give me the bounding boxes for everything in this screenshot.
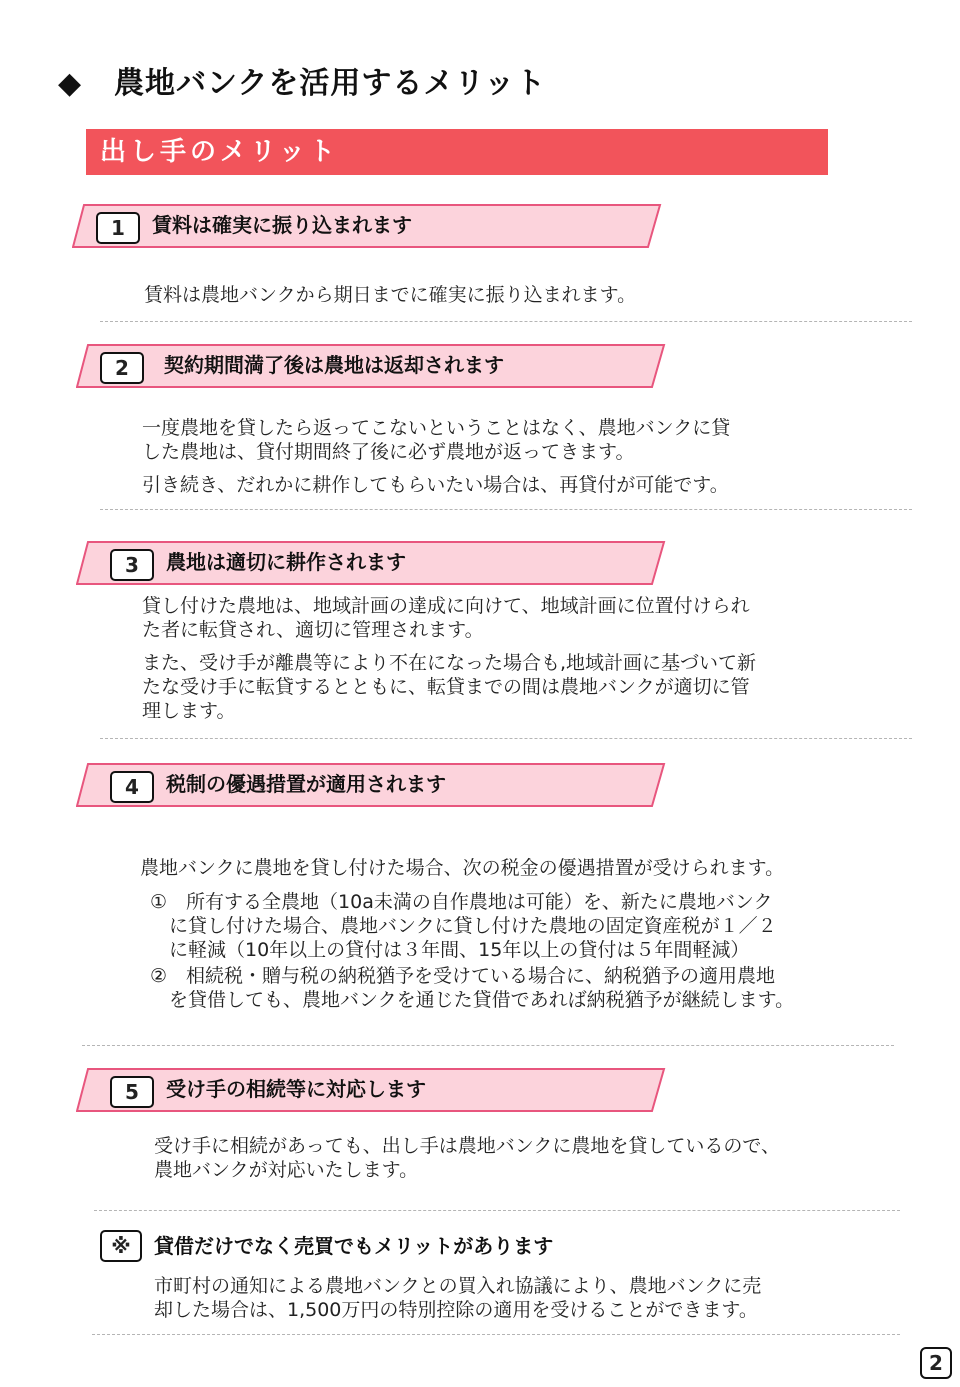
dashed-divider [100,321,912,322]
diamond-bullet-icon: ◆ [58,66,83,101]
text-line: 一度農地を貸したら返ってこないということはなく、農地バンクに貸 [142,417,731,439]
item-title: 賃料は確実に振り込まれます [152,213,412,237]
text-line: 理します。 [142,700,236,722]
text-line: 受け手に相続があっても、出し手は農地バンクに農地を貸しているので、 [154,1135,781,1157]
text-line: た者に転貸され、適切に管理されます。 [142,619,484,641]
text-line: また、受け手が離農等により不在になった場合も,地域計画に基づいて新 [142,652,757,674]
text-line: 引き続き、だれかに耕作してもらいたい場合は、再貸付が可能です。 [142,474,729,496]
text-line: 却した場合は、1,500万円の特別控除の適用を受けることができます。 [154,1299,758,1321]
item-4-paragraph-1 [140,856,784,880]
text-line: を貸借しても、農地バンクを通じた貸借であれば納税猶予が継続します。 [150,989,795,1011]
text-line: 賃料は農地バンクから期日までに確実に振り込まれます。 [144,284,637,306]
item-title: 受け手の相続等に対応します [166,1077,426,1101]
note-mark-box: ※ [100,1230,142,1262]
item-number-badge: 3 [110,549,154,581]
section-banner: 出し手のメリット [86,129,828,175]
text-line: 農地バンクに農地を貸し付けた場合、次の税金の優遇措置が受けられます。 [140,857,785,879]
dashed-divider [100,738,912,739]
item-3-paragraph-2 [142,651,756,723]
note-paragraph [154,1274,761,1322]
text-line: たな受け手に転貸するとともに、転貸までの間は農地バンクが適切に管 [142,676,750,698]
dashed-divider [100,509,912,510]
item-header-2 [76,344,666,388]
item-header-5 [76,1068,666,1112]
item-number-badge: 5 [110,1076,154,1108]
dashed-divider [82,1045,894,1046]
text-line: ① 所有する全農地（10a未満の自作農地は可能）を、新たに農地バンク [150,891,773,913]
text-line: に軽減（10年以上の貸付は３年間、15年以上の貸付は５年間軽減） [150,939,750,961]
text-line: ② 相続税・贈与税の納税猶予を受けている場合に、納税猶予の適用農地 [150,965,776,987]
text-line: 農地バンクが対応いたします。 [154,1159,419,1181]
item-title: 契約期間満了後は農地は返却されます [164,353,504,377]
text-line: 市町村の通知による農地バンクとの買入れ協議により、農地バンクに売 [154,1275,762,1297]
item-5-paragraph-1 [154,1134,780,1182]
item-number-badge: 2 [100,352,144,384]
text-line: に貸し付けた場合、農地バンクに貸し付けた農地の固定資産税が１／２ [150,915,777,937]
dashed-divider [94,1210,900,1211]
item-4-paragraph-2 [150,890,777,962]
item-number-badge: 4 [110,771,154,803]
item-3-paragraph-1 [142,594,750,642]
item-title: 農地は適切に耕作されます [166,550,406,574]
item-1-paragraph-1 [144,283,636,307]
item-header-1 [72,204,662,248]
text-line: した農地は、貸付期間終了後に必ず農地が返ってきます。 [142,441,635,463]
item-header-4 [76,763,666,807]
item-2-paragraph-2 [142,473,729,497]
item-header-3 [76,541,666,585]
note-title: 貸借だけでなく売買でもメリットがあります [154,1234,554,1258]
page-title-text: 農地バンクを活用するメリット [114,66,547,101]
text-line: 貸し付けた農地は、地域計画の達成に向けて、地域計画に位置付けられ [142,595,750,617]
item-title: 税制の優遇措置が適用されます [166,772,446,796]
page-title [58,58,546,102]
item-2-paragraph-1 [142,416,730,464]
item-number-badge: 1 [96,212,140,244]
dashed-divider [92,1334,900,1335]
item-4-paragraph-3 [150,964,794,1012]
page-number: 2 [920,1347,952,1379]
